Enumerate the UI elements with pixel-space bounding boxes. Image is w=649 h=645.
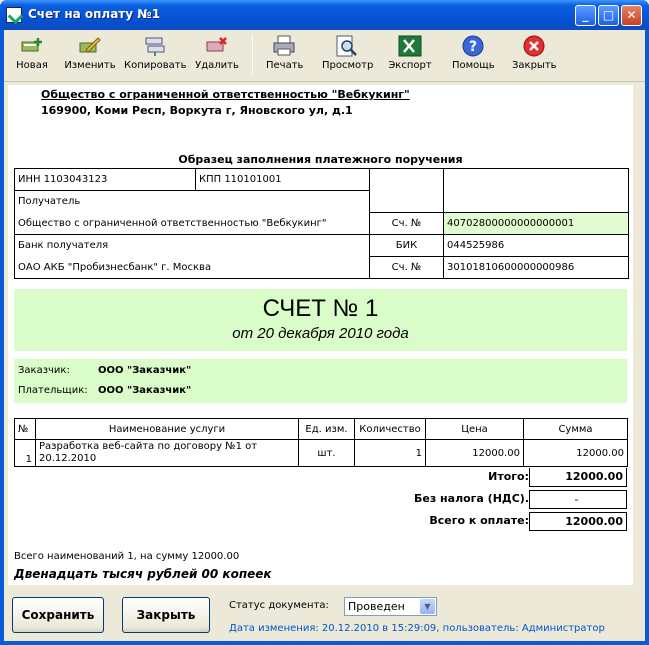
payer-value: ООО "Заказчик" <box>98 385 192 396</box>
toolbar-export-button[interactable]: Экспорт <box>388 32 432 78</box>
row-unit: шт. <box>299 440 355 467</box>
col-header-price: Цена <box>426 419 524 440</box>
edit-icon <box>78 34 102 58</box>
recipient-label: Получатель <box>15 191 370 213</box>
customer-row <box>18 365 192 376</box>
status-value: Проведен <box>348 600 405 613</box>
col-header-qty: Количество <box>355 419 426 440</box>
parties-block <box>14 359 627 403</box>
toolbar-separator <box>252 36 253 74</box>
invoice-date: от 20 декабря 2010 года <box>232 325 409 342</box>
table-row <box>15 440 628 467</box>
chevron-down-icon[interactable]: ▼ <box>420 599 435 614</box>
svg-text:?: ? <box>468 39 478 55</box>
close-button[interactable]: Закрыть <box>122 597 210 633</box>
customer-label: Заказчик: <box>18 365 70 376</box>
save-button[interactable]: Сохранить <box>12 597 104 633</box>
row-name: Разработка веб-сайта по договору №1 от 20.12.2010 <box>36 440 299 467</box>
recipient-name: Общество с ограниченной ответственностью "Вебкукинг" <box>15 213 370 235</box>
change-info: Дата изменения: 20.12.2010 в 15:29:09, пользователь: Администратор <box>229 623 605 634</box>
invoice-header <box>14 289 627 351</box>
print-icon <box>272 34 296 58</box>
col-header-unit: Ед. изм. <box>299 419 355 440</box>
vat-label: Без налога (НДС). <box>413 492 529 505</box>
summary-line: Всего наименований 1, на сумму 12000.00 <box>14 551 240 562</box>
summary-words: Двенадцать тысяч рублей 00 копеек <box>14 567 272 581</box>
invoice-title: СЧЕТ № 1 <box>262 295 379 322</box>
invoice-document <box>8 85 633 585</box>
bik-label: БИК <box>370 235 444 257</box>
kpp-cell: КПП 110101001 <box>196 169 370 191</box>
bank-name: ОАО АКБ "Пробизнесбанк" г. Москва <box>15 257 370 279</box>
col-header-num: № <box>15 419 36 440</box>
org-name: Общество с ограниченной ответственностью "Вебкукинг" <box>41 88 410 101</box>
delete-icon <box>205 34 229 58</box>
window-title: Счет на оплату №1 <box>28 7 161 21</box>
close-window-button[interactable]: ✕ <box>621 5 642 26</box>
corr-account: 30101810600000000986 <box>444 257 629 279</box>
toolbar-delete-button[interactable]: Удалить <box>194 32 240 78</box>
toolbar-copy-button[interactable]: Копировать <box>124 32 186 78</box>
row-num: 1 <box>15 440 36 467</box>
bik-value: 044525986 <box>444 235 629 257</box>
col-header-sum: Сумма <box>524 419 628 440</box>
total-value: 12000.00 <box>529 468 627 487</box>
title-bar[interactable] <box>0 0 649 30</box>
bottom-panel <box>4 587 645 641</box>
help-icon <box>461 34 485 58</box>
toolbar-print-button[interactable]: Печать <box>266 32 302 78</box>
toolbar-close-button[interactable]: Закрыть <box>512 32 556 78</box>
payer-row <box>18 385 192 396</box>
row-sum: 12000.00 <box>524 440 628 467</box>
org-address: 169900, Коми Респ, Воркута г, Яновского ул, д.1 <box>41 104 353 117</box>
row-price: 12000.00 <box>426 440 524 467</box>
inn-cell: ИНН 1103043123 <box>15 169 196 191</box>
preview-icon <box>334 34 358 58</box>
window-client <box>4 30 645 641</box>
toolbar-new-button[interactable]: Новая <box>12 32 52 78</box>
status-label: Статус документа: <box>229 600 329 611</box>
corr-account-label: Сч. № <box>370 257 444 279</box>
close-icon <box>522 34 546 58</box>
status-select[interactable] <box>344 597 437 616</box>
payment-sample-title: Образец заполнения платежного поручения <box>178 153 463 166</box>
toolbar-edit-button[interactable]: Изменить <box>64 32 116 78</box>
app-icon <box>6 7 22 23</box>
due-value: 12000.00 <box>529 512 627 531</box>
copy-icon <box>143 34 167 58</box>
new-icon <box>20 34 44 58</box>
items-header-row <box>15 419 628 440</box>
total-label: Итого: <box>488 470 529 483</box>
items-table <box>14 418 628 467</box>
due-label: Всего к оплате: <box>429 514 529 527</box>
minimize-button[interactable]: _ <box>575 5 596 26</box>
bank-label: Банк получателя <box>15 235 370 257</box>
toolbar <box>4 30 645 82</box>
account-number: 40702800000000000001 <box>444 213 629 235</box>
payer-label: Плательщик: <box>18 385 88 396</box>
account-label: Сч. № <box>370 213 444 235</box>
customer-value: ООО "Заказчик" <box>98 365 192 376</box>
col-header-name: Наименование услуги <box>36 419 299 440</box>
toolbar-help-button[interactable]: ? Помощь <box>452 32 494 78</box>
vat-value: - <box>529 490 627 509</box>
toolbar-preview-button[interactable]: Просмотр <box>322 32 370 78</box>
excel-export-icon <box>398 34 422 58</box>
maximize-button[interactable]: □ <box>598 5 619 26</box>
row-qty: 1 <box>355 440 426 467</box>
payment-details-table <box>14 168 629 279</box>
